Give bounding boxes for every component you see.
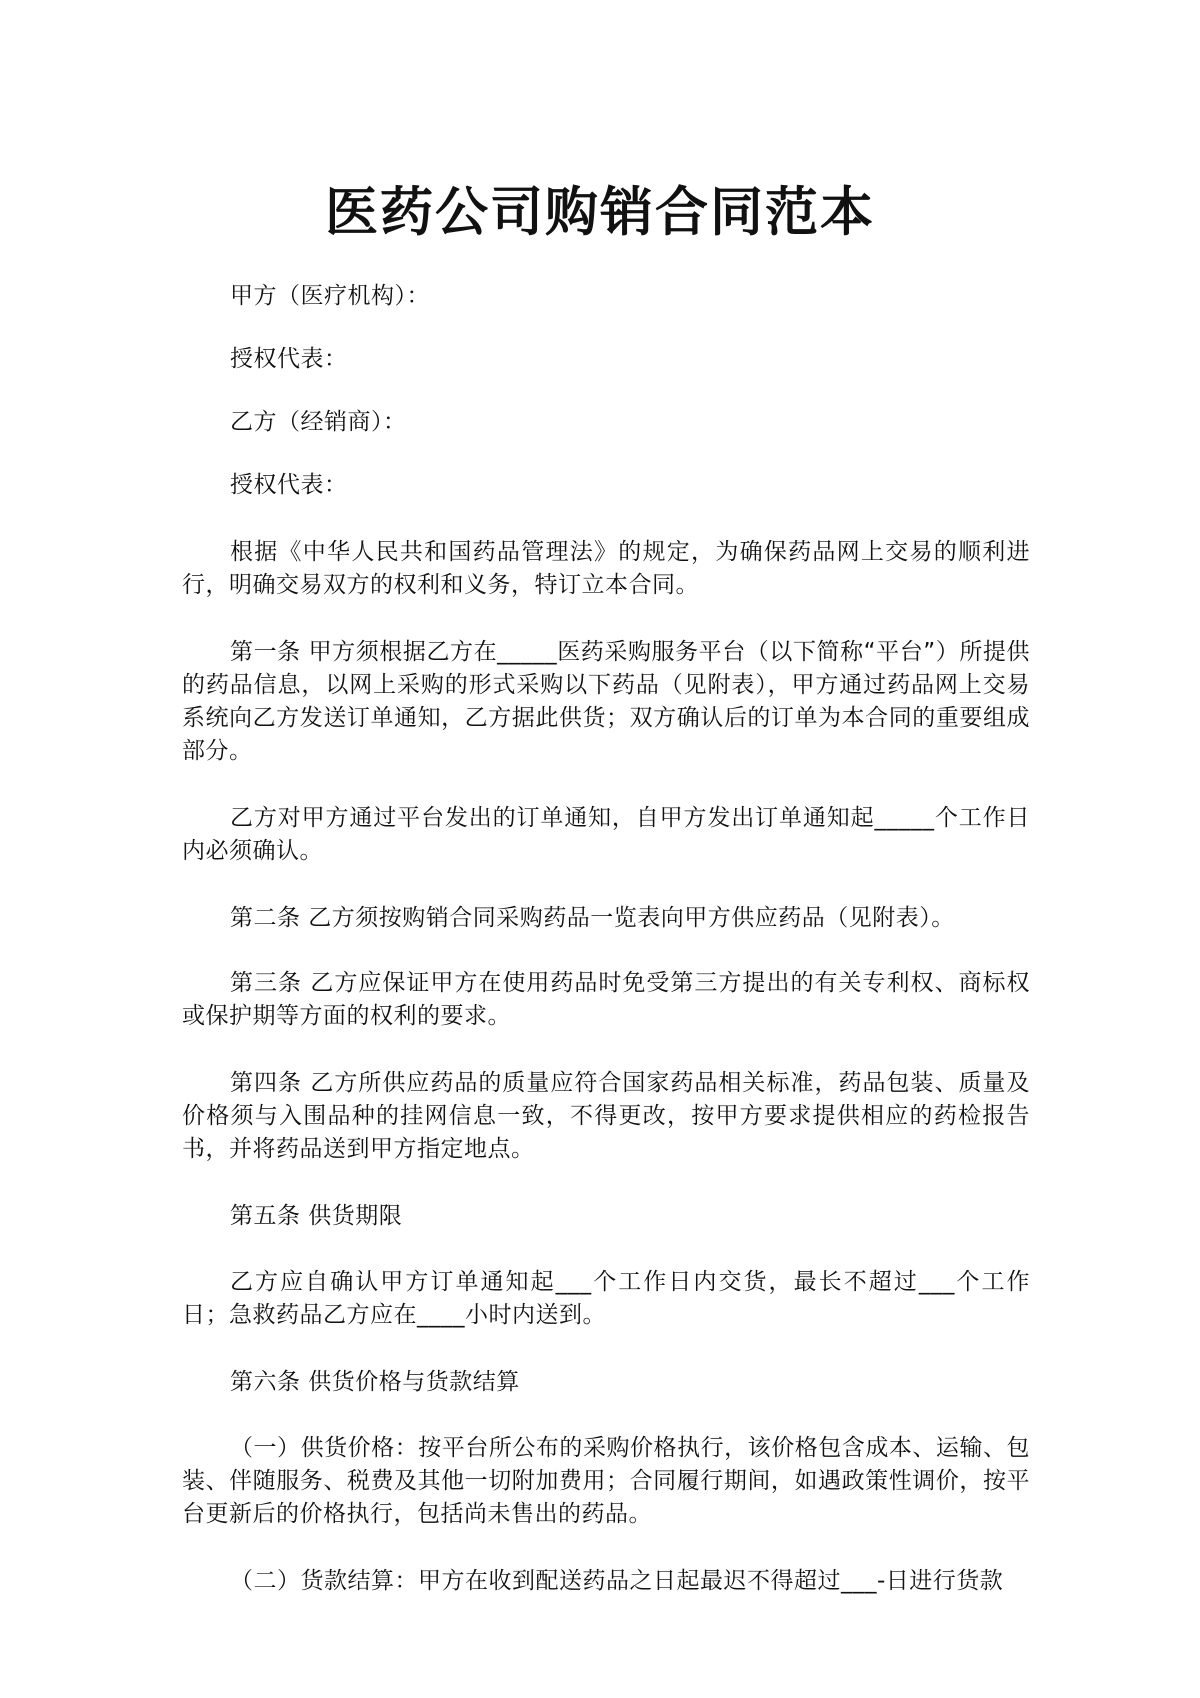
- article-1-paragraph: 第一条 甲方须根据乙方在_____医药采购服务平台（以下简称“平台”）所提供的药品信息，以网上采购的形式采购以下药品（见附表），甲方通过药品网上交易系统向乙方发送订单通知，乙方据此供货；双方确认后的订单为本合同的重要组成部分。: [182, 639, 1030, 764]
- payment-settlement-paragraph: （二）货款结算：甲方在收到配送药品之日起最迟不得超过___-日进行货款: [230, 1568, 1004, 1594]
- order-confirmation-paragraph: 乙方对甲方通过平台发出的订单通知，自甲方发出订单通知起_____个工作日内必须确认。: [182, 805, 1030, 864]
- article-2-paragraph: 第二条 乙方须按购销合同采购药品一览表向甲方供应药品（见附表）。: [230, 905, 955, 931]
- document-body: [182, 280, 1030, 1598]
- article-3-paragraph: 第三条 乙方应保证甲方在使用药品时免受第三方提出的有关专利权、商标权或保护期等方面的权利的要求。: [182, 970, 1030, 1029]
- article-5-heading: 第五条 供货期限: [230, 1203, 403, 1229]
- party-a-representative-line: 授权代表：: [230, 346, 348, 372]
- party-b-line: 乙方（经销商）：: [230, 409, 407, 435]
- delivery-term-paragraph: 乙方应自确认甲方订单通知起___个工作日内交货，最长不超过___个工作日；急救药品乙方应在____小时内送到。: [182, 1269, 1030, 1328]
- party-a-line: 甲方（医疗机构）：: [230, 283, 430, 309]
- article-6-heading: 第六条 供货价格与货款结算: [230, 1369, 520, 1395]
- article-4-paragraph: 第四条 乙方所供应药品的质量应符合国家药品相关标准，药品包装、质量及价格须与入围品种的挂网信息一致，不得更改，按甲方要求提供相应的药检报告书，并将药品送到甲方指定地点。: [182, 1070, 1030, 1162]
- party-b-representative-line: 授权代表：: [230, 472, 348, 498]
- supply-price-paragraph: （一）供货价格：按平台所公布的采购价格执行，该价格包含成本、运输、包装、伴随服务、税费及其他一切附加费用；合同履行期间，如遇政策性调价，按平台更新后的价格执行，包括尚未售出的药品。: [182, 1435, 1030, 1527]
- document-title: 医药公司购销合同范本: [325, 182, 875, 243]
- preamble-paragraph: 根据《中华人民共和国药品管理法》的规定，为确保药品网上交易的顺利进行，明确交易双方的权利和义务，特订立本合同。: [182, 539, 1030, 598]
